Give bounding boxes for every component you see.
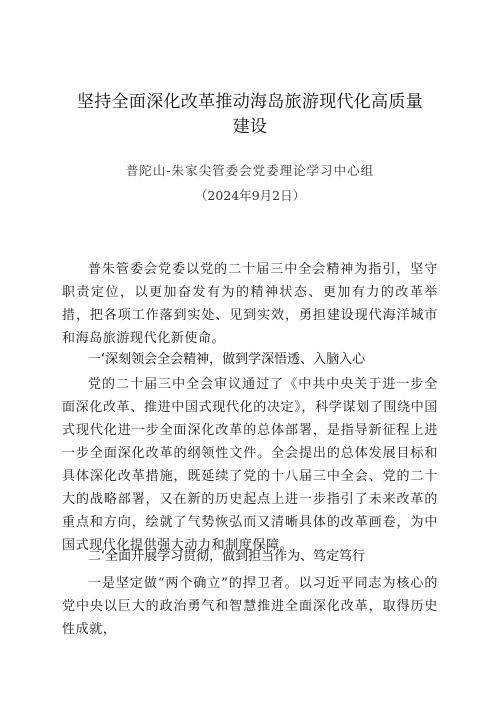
section-1-paragraph: 党的二十届三中全会审议通过了《中共中央关于进一步全面深化改革、推进中国式现代化的决定》，科学谋划了围绕中国式现代化进一步全面深化改革的总体部署，是指导新征程上进一步全面深化改革的纲领性文件。全会提出的总体发展目标和具体深化改革措施，既延续了党的十八届三中全会、党的二十大的战略部署，又在新的历史起点上进一步指引了未来改革的重点和方向，绘就了气势恢弘而又清晰具体的改革画卷，为中国式现代化提供强大动力和制度保障。 [62, 377, 438, 553]
document-title: 坚持全面深化改革推动海岛旅游现代化高质量建设 [77, 92, 423, 137]
intro-paragraph: 普朱管委会党委以党的二十届三中全会精神为指引，坚守职责定位，以更加奋发有为的精神状态、更加有力的改革举措，把各项工作落到实处、见到实效，勇担建设现代海洋城市和海岛旅游现代化新使命。 [62, 262, 438, 346]
section-2-paragraph: 一是坚定做“两个确立”的捍卫者。以习近平同志为核心的党中央以巨大的政治勇气和智慧推进全面深化改革，取得历史性成就， [62, 576, 438, 637]
document-date: （2024年9月2日） [194, 188, 306, 203]
section-heading-1: 一‘深刻领会全会精神，做到学深悟透、入脑入心 [88, 352, 366, 367]
document-author: 普陀山-朱家尖管委会党委理论学习中心组 [125, 163, 375, 178]
section-heading-2: 二‘全面开展学习贯彻，做到担当作为、笃定笃行 [88, 549, 366, 564]
